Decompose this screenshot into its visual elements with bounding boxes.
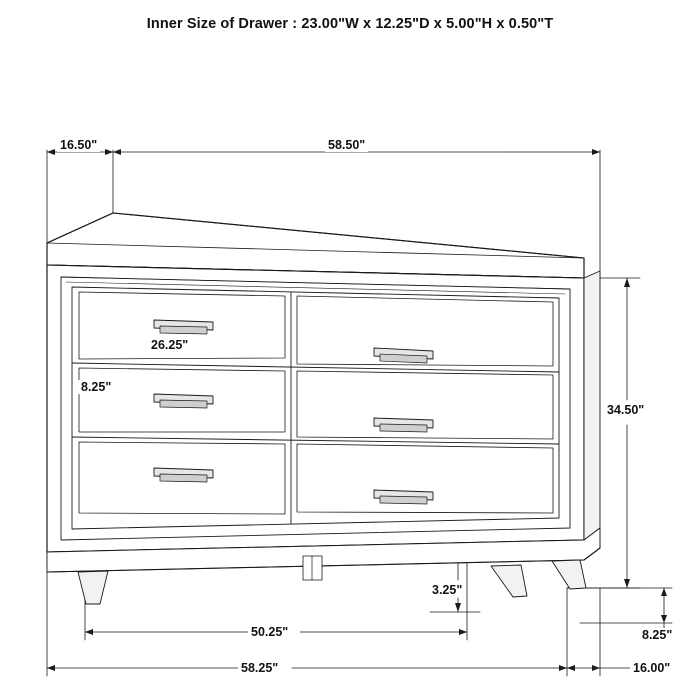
dimension-label-depth-top-left: 16.50" — [57, 138, 100, 152]
dimension-label-inner-width-bottom: 50.25" — [248, 625, 291, 639]
dimension-label-drawer-height: 8.25" — [78, 380, 114, 394]
dimension-label-overall-width-bottom: 58.25" — [238, 661, 281, 675]
page-title: Inner Size of Drawer : 23.00"W x 12.25"D x 5.00"H x 0.50"T — [146, 16, 554, 32]
dimension-label-leg-clearance: 3.25" — [429, 583, 465, 597]
dimension-label-drawer-width-top-left: 26.25" — [148, 338, 191, 352]
dimension-label-base-height-right: 8.25" — [639, 628, 675, 642]
dimension-label-overall-height-right: 34.50" — [604, 403, 647, 417]
dimension-label-width-top: 58.50" — [325, 138, 368, 152]
dimension-label-depth-bottom-right: 16.00" — [630, 661, 673, 675]
